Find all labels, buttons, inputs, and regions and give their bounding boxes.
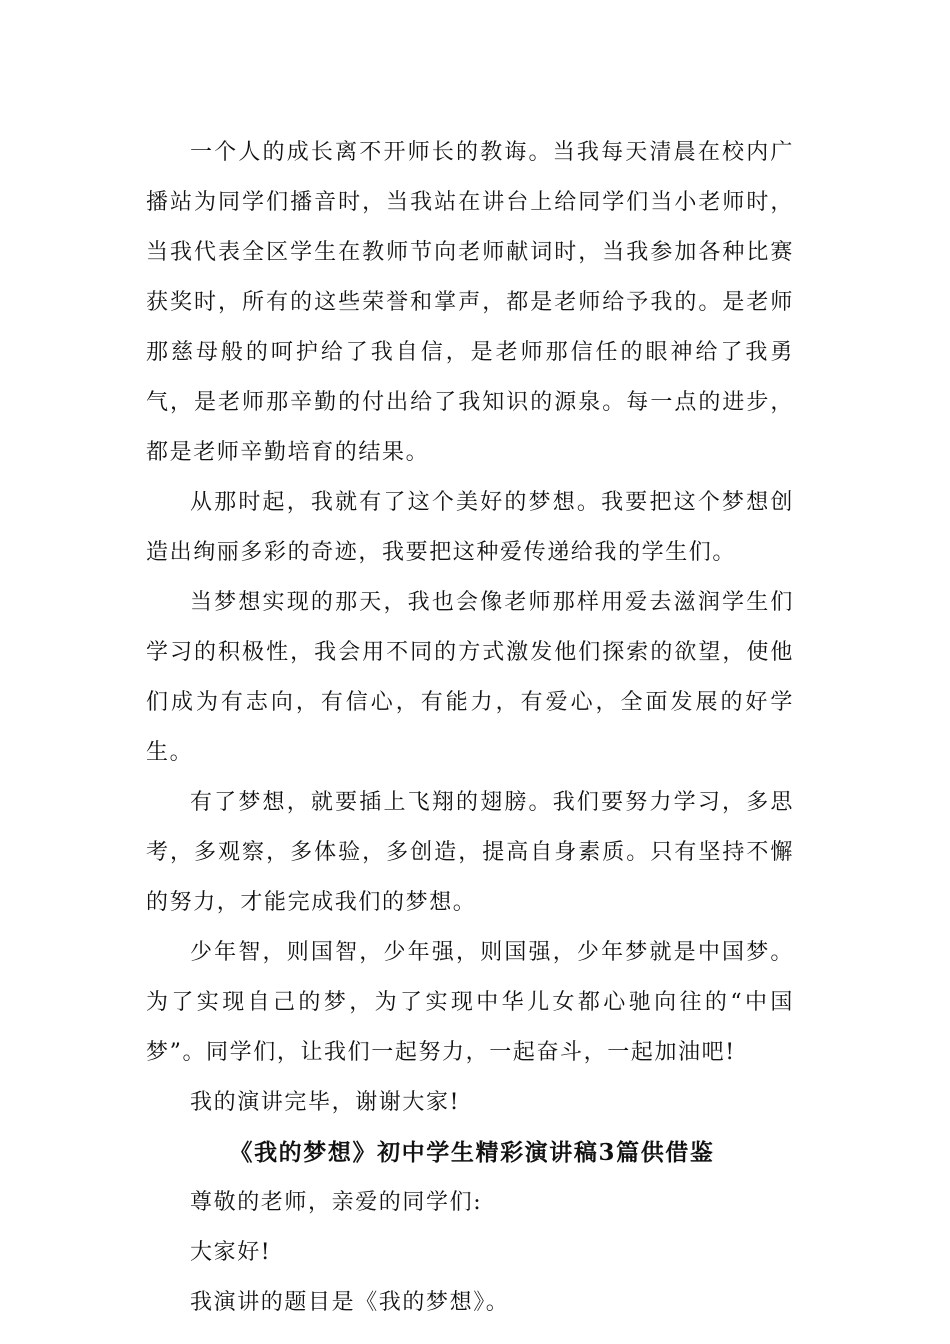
paragraph: 尊敬的老师，亲爱的同学们: [190,1190,483,1215]
paragraph: 从那时起，我就有了这个美好的梦想。我要把这个梦想创造出绚丽多彩的奇迹，我要把这种爱传递给我的学生们。 [146,490,794,565]
paragraph: 一个人的成长离不开师长的教诲。当我每天清晨在校内广播站为同学们播音时，当我站在讲台上给同学们当小老师时，当我代表全区学生在教师节向老师献词时，当我参加各种比赛获奖时，所有的这些荣誉和掌声，都是老师给予我的。是老师那慈母般的呵护给了我自信，是老师那信任的眼神给了我勇气，是老师那辛勤的付出给了我知识的源泉。每一点的进步，都是老师辛勤培育的结果。 [146,140,794,465]
document-body [146,128,794,1328]
paragraph: 我演讲的题目是《我的梦想》。 [190,1290,510,1315]
paragraph: 当梦想实现的那天，我也会像老师那样用爱去滋润学生们学习的积极性，我会用不同的方式激发他们探索的欲望，使他们成为有志向，有信心，有能力，有爱心，全面发展的好学生。 [146,590,794,765]
paragraph: 有了梦想，就要插上飞翔的翅膀。我们要努力学习，多思考，多观察，多体验，多创造，提高自身素质。只有坚持不懈的努力，才能完成我们的梦想。 [146,790,794,915]
section-heading: 《我的梦想》初中学生精彩演讲稿3篇供借鉴 [229,1139,715,1166]
paragraph: 少年智，则国智，少年强，则国强，少年梦就是中国梦。为了实现自己的梦，为了实现中华儿女都心驰向往的“中国梦”。同学们，让我们一起努力，一起奋斗，一起加油吧! [146,940,794,1065]
paragraph: 大家好! [190,1240,272,1265]
paragraph: 我的演讲完毕，谢谢大家! [190,1090,461,1115]
